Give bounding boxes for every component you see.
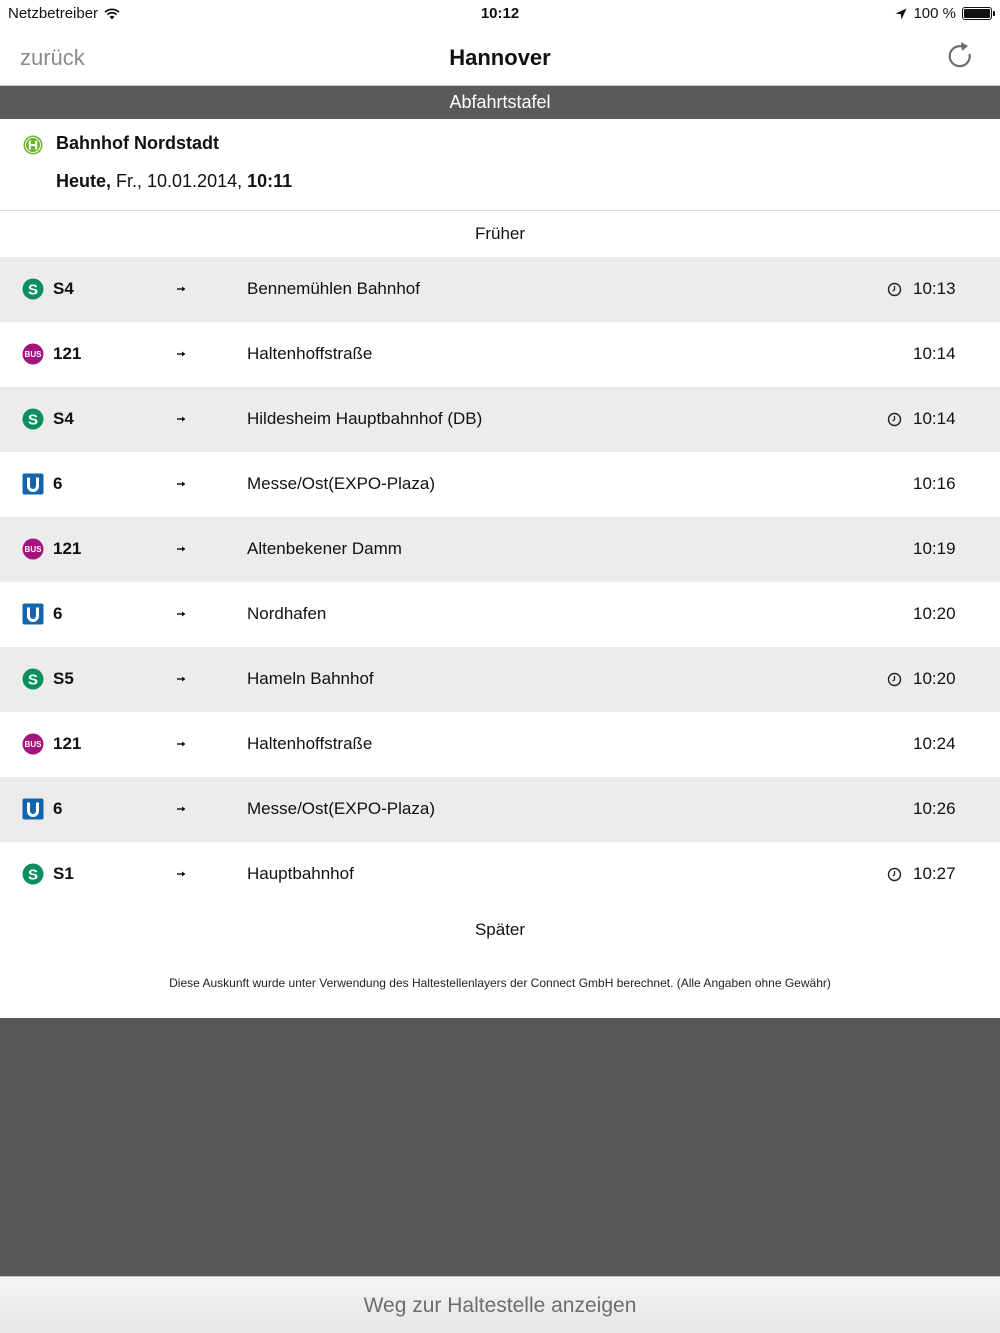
departures-list [0, 257, 1000, 907]
line-number: 6 [53, 474, 63, 493]
navigation-bar [0, 28, 1000, 86]
direction-arrow-icon [174, 672, 188, 686]
line-number: 6 [53, 799, 63, 818]
line-number: 121 [53, 734, 82, 753]
refresh-icon[interactable] [944, 40, 976, 72]
map-placeholder-area [0, 1018, 1000, 1276]
realtime-clock-icon [887, 412, 902, 427]
u-bahn-icon [22, 473, 44, 495]
departure-row[interactable] [0, 257, 1000, 322]
departure-row[interactable] [0, 517, 1000, 582]
s-bahn-icon [22, 278, 44, 300]
svg-text:BUS: BUS [24, 740, 42, 749]
date-value: Fr., 10.01.2014, [111, 171, 248, 191]
stop-info [0, 119, 1000, 211]
departure-time: 10:14 [913, 409, 956, 428]
departure-row[interactable] [0, 322, 1000, 387]
carrier-label: Netzbetreiber [8, 5, 99, 22]
svg-text:BUS: BUS [24, 350, 42, 359]
departure-time: 10:24 [913, 734, 956, 753]
line-number: S1 [53, 864, 74, 883]
departure-time: 10:27 [913, 864, 956, 883]
direction-arrow-icon [174, 477, 188, 491]
status-time: 10:12 [480, 5, 520, 22]
departure-time: 10:20 [913, 669, 956, 688]
section-header: Abfahrtstafel [0, 86, 1000, 119]
destination: Messe/Ost(EXPO-Plaza) [247, 799, 435, 818]
direction-arrow-icon [174, 542, 188, 556]
destination: Nordhafen [247, 604, 327, 623]
direction-arrow-icon [174, 802, 188, 816]
destination: Haltenhoffstraße [247, 344, 373, 363]
departure-time: 10:20 [913, 604, 956, 623]
realtime-clock-icon [887, 672, 902, 687]
show-route-to-stop-button[interactable]: Weg zur Haltestelle anzeigen [0, 1276, 1000, 1333]
battery-icon [962, 7, 992, 20]
destination: Hauptbahnhof [247, 864, 354, 883]
departure-row[interactable] [0, 842, 1000, 907]
departure-row[interactable] [0, 387, 1000, 452]
departure-row[interactable] [0, 712, 1000, 777]
svg-text:S: S [27, 866, 39, 884]
departure-time: 10:13 [913, 279, 956, 298]
battery-percent: 100 % [913, 5, 956, 22]
haltestelle-h-icon [23, 135, 43, 155]
u-bahn-icon [22, 798, 44, 820]
stop-name: Bahnhof Nordstadt [56, 133, 219, 153]
direction-arrow-icon [174, 737, 188, 751]
departure-time: 10:14 [913, 344, 956, 363]
destination: Hildesheim Hauptbahnhof (DB) [247, 409, 483, 428]
realtime-clock-icon [887, 867, 902, 882]
direction-arrow-icon [174, 867, 188, 881]
departure-row[interactable] [0, 777, 1000, 842]
departure-row[interactable] [0, 582, 1000, 647]
destination: Haltenhoffstraße [247, 734, 373, 753]
line-number: S4 [53, 279, 74, 298]
bus-icon [22, 538, 44, 560]
earlier-button[interactable]: Früher [474, 224, 526, 243]
destination: Altenbekener Damm [247, 539, 402, 558]
bus-icon [22, 343, 44, 365]
time-value: 10:11 [247, 171, 293, 191]
departure-time: 10:26 [913, 799, 956, 818]
page-title: Hannover [449, 45, 551, 70]
later-button[interactable]: Später [474, 920, 526, 939]
line-number: 121 [53, 539, 82, 558]
date-prefix: Heute, [56, 171, 112, 191]
line-number: 121 [53, 344, 82, 363]
back-button[interactable]: zurück [20, 45, 85, 70]
disclaimer-text: Diese Auskunft wurde unter Verwendung des Haltestellenlayers der Connect GmbH berechnet. (Alle Angaben ohne Gewähr) [169, 976, 831, 990]
destination: Hameln Bahnhof [247, 669, 374, 688]
departure-row[interactable] [0, 452, 1000, 517]
realtime-clock-icon [887, 282, 902, 297]
line-number: S5 [53, 669, 74, 688]
location-arrow-icon [895, 8, 907, 20]
departure-time: 10:19 [913, 539, 956, 558]
svg-text:S: S [27, 411, 39, 429]
direction-arrow-icon [174, 282, 188, 296]
s-bahn-icon [22, 863, 44, 885]
u-bahn-icon [22, 603, 44, 625]
line-number: 6 [53, 604, 63, 623]
line-number: S4 [53, 409, 74, 428]
svg-text:BUS: BUS [24, 545, 42, 554]
destination: Messe/Ost(EXPO-Plaza) [247, 474, 435, 493]
s-bahn-icon [22, 408, 44, 430]
departure-row[interactable] [0, 647, 1000, 712]
stop-datetime [56, 171, 292, 192]
direction-arrow-icon [174, 607, 188, 621]
bus-icon [22, 733, 44, 755]
direction-arrow-icon [174, 412, 188, 426]
direction-arrow-icon [174, 347, 188, 361]
destination: Bennemühlen Bahnhof [247, 279, 420, 298]
s-bahn-icon [22, 668, 44, 690]
status-bar [0, 0, 1000, 28]
status-right [895, 5, 992, 22]
svg-text:S: S [27, 281, 39, 299]
svg-text:S: S [27, 671, 39, 689]
departure-time: 10:16 [913, 474, 956, 493]
